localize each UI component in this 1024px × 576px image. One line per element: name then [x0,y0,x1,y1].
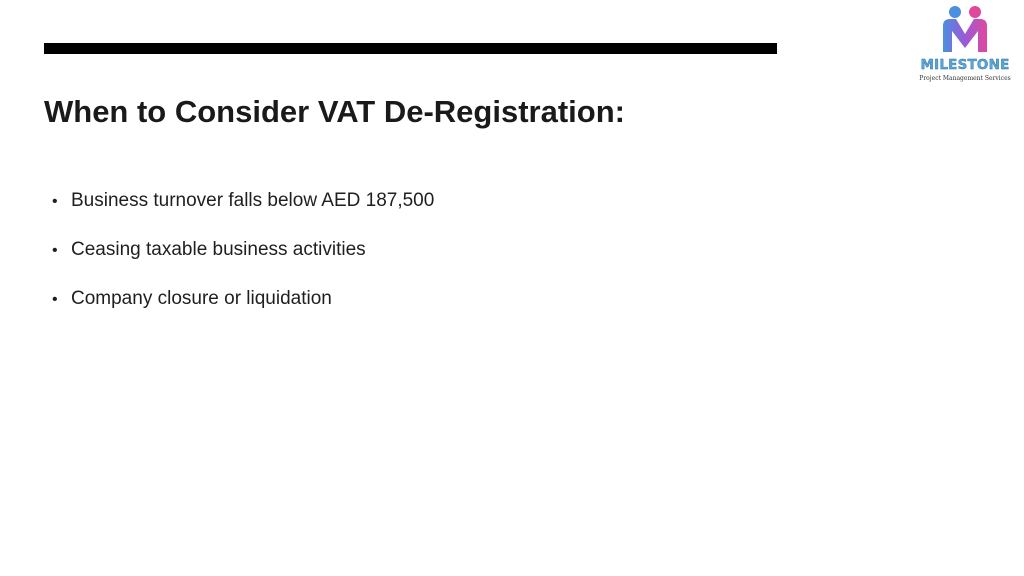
logo-tagline: Project Management Services [919,75,1011,82]
bullet-text: Company closure or liquidation [71,288,332,309]
milestone-logo-icon [938,4,992,56]
bullet-dot-icon: • [52,193,58,210]
logo-wordmark: MILESTONE [920,57,1010,73]
bullet-text: Ceasing taxable business activities [71,239,366,260]
list-item [52,288,434,337]
company-logo [910,4,1020,84]
list-item [52,190,434,239]
list-item [52,239,434,288]
bullet-dot-icon: • [52,291,58,308]
bullet-text: Business turnover falls below AED 187,500 [71,190,435,211]
bullet-dot-icon: • [52,242,58,259]
bullet-list [52,190,434,337]
slide-title: When to Consider VAT De-Registration: [44,94,625,129]
top-accent-bar [44,43,777,54]
